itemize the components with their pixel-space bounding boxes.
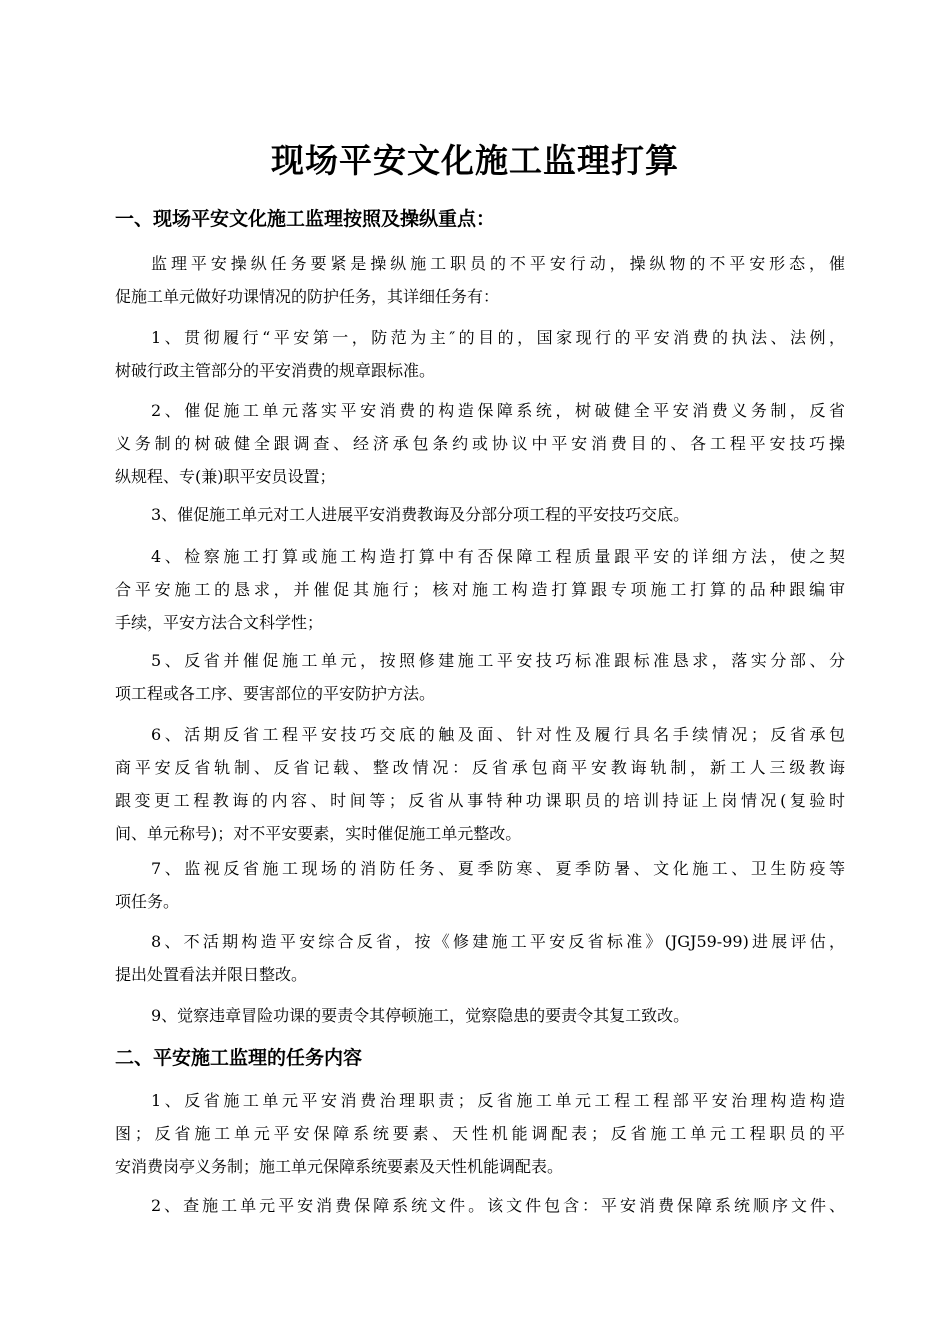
section-2-item-2: [115, 1189, 845, 1222]
document-title: 现场平安文化施工监理打算: [271, 141, 679, 180]
paragraph-line: 3、催促施工单元对工人进展平安消费教诲及分部分项工程的平安技巧交底。: [151, 505, 690, 524]
paragraph-line: 安消费岗亭义务制；施工单元保障系统要素及天性机能调配表。: [115, 1157, 564, 1176]
section-1-item-4: [115, 540, 845, 639]
section-1-item-3: [115, 498, 845, 531]
paragraph-line: 6、活期反省工程平安技巧交底的触及面、针对性及履行具名手续情况；反省承包: [151, 725, 845, 744]
paragraph-line: 5、反省并催促施工单元，按照修建施工平安技巧标准跟标准恳求，落实分部、分: [151, 651, 845, 670]
section-1-item-7: [115, 852, 845, 918]
paragraph-line: 8、不活期构造平安综合反省，按《修建施工平安反省标准》(JGJ59-99)进展评估，: [151, 932, 845, 951]
paragraph-line: 项任务。: [115, 892, 180, 911]
section-2-item-1: [115, 1084, 845, 1183]
paragraph-line: 促施工单元做好功课情况的防护任务，其详细任务有：: [115, 287, 500, 306]
paragraph-line: 图；反省施工单元平安保障系统要素、天性机能调配表；反省施工单元工程职员的平: [115, 1124, 845, 1143]
paragraph-line: 树破行政主管部分的平安消费的规章跟标准。: [115, 361, 436, 380]
section-1-item-1: [115, 321, 845, 387]
paragraph-line: 1、反省施工单元平安消费治理职责；反省施工单元工程工程部平安治理构造构造: [151, 1091, 845, 1110]
paragraph-line: 4、检察施工打算或施工构造打算中有否保障工程质量跟平安的详细方法，使之契: [151, 547, 845, 566]
paragraph-line: 间、单元称号)；对不平安要素，实时催促施工单元整改。: [115, 824, 522, 843]
paragraph-line: 商平安反省轨制、反省记载、整改情况：反省承包商平安教诲轨制，新工人三级教诲: [115, 758, 845, 777]
paragraph-line: 1、贯彻履行“平安第一，防范为主″的目的，国家现行的平安消费的执法、法例，: [151, 328, 845, 347]
paragraph-line: 2、查施工单元平安消费保障系统文件。该文件包含：平安消费保障系统顺序文件、: [151, 1196, 845, 1215]
section-1-heading: 一、现场平安文化施工监理按照及操纵重点：: [115, 208, 496, 230]
section-1-item-9: [115, 999, 845, 1032]
section-1-item-6: [115, 718, 845, 850]
section-1-item-2: [115, 394, 845, 493]
paragraph-line: 监理平安操纵任务要紧是操纵施工职员的不平安行动，操纵物的不平安形态，催: [151, 254, 845, 273]
section-1-item-5: [115, 644, 845, 710]
section-1-paragraph-intro: [115, 247, 845, 313]
paragraph-line: 9、觉察违章冒险功课的要责令其停顿施工，觉察隐患的要责令其复工致改。: [151, 1006, 690, 1025]
paragraph-line: 合平安施工的恳求，并催促其施行；核对施工构造打算跟专项施工打算的品种跟编审: [115, 580, 845, 599]
paragraph-line: 跟变更工程教诲的内容、时间等；反省从事特种功课职员的培训持证上岗情况(复验时: [115, 791, 845, 810]
section-2-heading: 二、平安施工监理的任务内容: [115, 1047, 363, 1069]
paragraph-line: 项工程或各工序、要害部位的平安防护方法。: [115, 684, 436, 703]
paragraph-line: 纵规程、专(兼)职平安员设置；: [115, 467, 336, 486]
paragraph-line: 手续，平安方法合文科学性；: [115, 613, 324, 632]
paragraph-line: 提出处置看法并限日整改。: [115, 965, 308, 984]
paragraph-line: 7、监视反省施工现场的消防任务、夏季防寒、夏季防暑、文化施工、卫生防疫等: [151, 859, 845, 878]
paragraph-line: 2、催促施工单元落实平安消费的构造保障系统，树破健全平安消费义务制，反省: [151, 401, 845, 420]
section-1-item-8: [115, 925, 845, 991]
paragraph-line: 义务制的树破健全跟调查、经济承包条约或协议中平安消费目的、各工程平安技巧操: [115, 434, 845, 453]
